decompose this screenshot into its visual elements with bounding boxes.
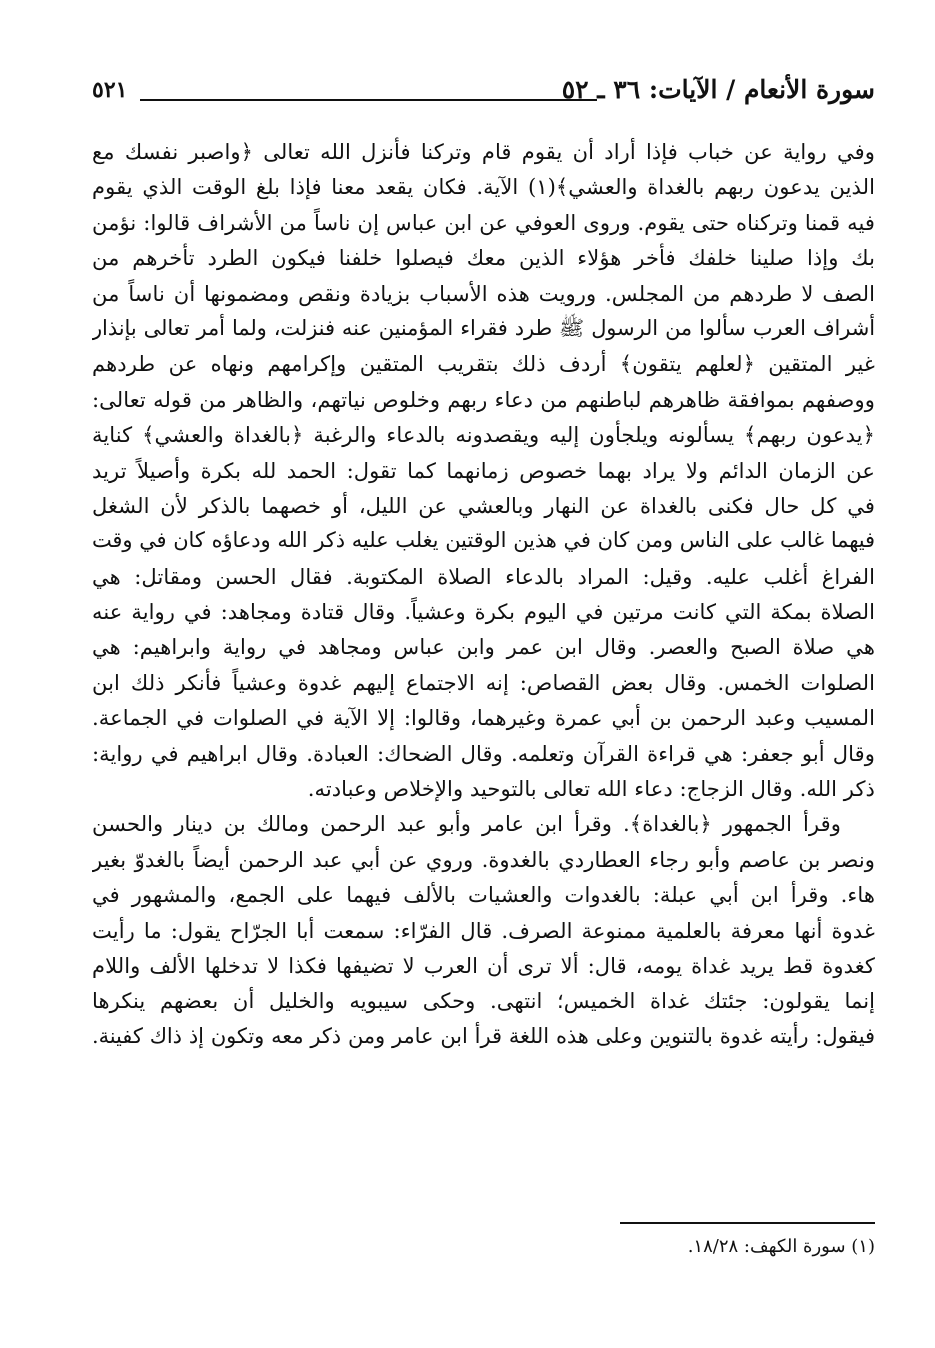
text-line: الذين يدعون ربهم بالغداة والعشي﴾(١) الآية. فكان يقعد معنا فإذا بلغ الوقت الذي يقوم	[92, 174, 875, 200]
text-line: إنما يقولون: جئتك غداة الخميس؛ انتهى. وحكى سيبويه والخليل أن بعضهم ينكرها	[92, 988, 875, 1014]
text-line: كغدوة قط يريد غداة يومه، قال: ألا ترى أن العرب لا تضيفها فكذا لا تدخلها الألف واللام	[92, 952, 875, 978]
text-line: الفراغ أغلب عليه. وقيل: المراد بالدعاء الصلاة المكتوبة. فقال الحسن ومقاتل: هي	[92, 563, 875, 589]
text-line: وقرأ الجمهور ﴿بالغداة﴾. وقرأ ابن عامر وأبو عبد الرحمن ومالك بن دينار والحسن	[92, 811, 841, 837]
text-line: فيه قمنا وتركناه حتى يقوم. وروى العوفي عن ابن عباس إن ناساً من الأشراف قالوا: نؤمن	[92, 209, 875, 235]
body-text	[92, 134, 875, 1194]
running-title: سورة الأنعام / الآيات: ٣٦ ـ ٥٢	[561, 75, 875, 104]
text-line: المسيب وعبد الرحمن بن أبي عمرة وغيرهما، وقالوا: إلا الآية في الصلوات في الجماعة.	[92, 705, 875, 731]
text-line: في كل حال فكنى بالغداة عن النهار وبالعشي عن الليل، أو خصهما بالذكر لأن الشغل	[92, 492, 875, 518]
text-line: الصلوات الخمس. وقال بعض القصاص: إنه الاجتماع إليهم غدوة وعشياً فأنكر ذلك ابن	[92, 669, 875, 695]
text-line: عن الزمان الدائم ولا يراد بهما خصوص زمانهما كما تقول: الحمد لله بكرة وأصيلاً تريد	[92, 457, 875, 483]
text-line: غدوة أنها معرفة بالعلمية ممنوعة الصرف. قال الفرّاء: سمعت أبا الجرّاح يقول: ما رأيت	[92, 917, 875, 943]
text-line: وقال أبو جعفر: هي قراءة القرآن وتعلمه. وقال الضحاك: العبادة. وقال ابراهيم في رواية:	[92, 740, 875, 766]
footnote-rule	[620, 1222, 875, 1224]
text-line: ووصفهم بموافقة ظاهرهم لباطنهم من دعاء ربهم وخلوص نياتهم، والظاهر من قوله تعالى:	[92, 386, 875, 412]
text-line: الصلاة بمكة التي كانت مرتين في اليوم بكرة وعشياً. وقال قتادة ومجاهد: في رواية عنه	[92, 599, 875, 625]
text-line: أشراف العرب سألوا من الرسول ﷺ طرد فقراء المؤمنين عنه فنزلت، ولما أمر تعالى بإنذار	[92, 315, 875, 340]
text-line: ﴿يدعون ربهم﴾ يسألونه ويلجأون إليه ويقصدونه بالدعاء والرغبة ﴿بالغداة والعشي﴾ كناية	[92, 422, 875, 448]
text-line: هاء. وقرأ ابن أبي عبلة: بالغدوات والعشيات بالألف فيهما على الجمع، والمشهور في	[92, 882, 875, 908]
text-line: فيقول: رأيته غدوة بالتنوين وعلى هذه اللغة قرأ ابن عامر ومن ذكر معه وتكون إذ ذاك كفينة.	[92, 1023, 875, 1048]
text-line: ونصر بن عاصم وأبو رجاء العطاردي بالغدوة. وروي عن أبي عبد الرحمن أيضاً بالغدوّ بغير	[92, 846, 875, 872]
text-line: فيهما غالب على الناس ومن كان في هذين الوقتين يغلب عليه ذكر الله ودعاؤه كان في وقت	[92, 528, 875, 553]
text-line: هي صلاة الصبح والعصر. وقال ابن عمر وابن عباس ومجاهد في رواية وابراهيم: هي	[92, 634, 875, 660]
text-line: غير المتقين ﴿لعلهم يتقون﴾ أردف ذلك بتقريب المتقين وإكرامهم ونهاه عن طردهم	[92, 351, 875, 377]
page-number: ٥٢١	[92, 77, 128, 103]
footnote: (١) سورة الكهف: ١٨/٢٨.	[687, 1236, 875, 1257]
page-header	[92, 70, 875, 116]
text-line: وفي رواية عن خباب فإذا أراد أن يقوم قام وتركنا فأنزل الله تعالى ﴿واصبر نفسك مع	[92, 139, 875, 164]
text-line: بك وإذا صلينا خلفك فأخر هؤلاء الذين معك فيصلوا خلفنا فيكون الطرد تأخرهم من	[92, 245, 875, 271]
text-line: ذكر الله. وقال الزجاج: دعاء الله تعالى بالتوحيد والإخلاص وعبادته.	[307, 776, 875, 802]
text-line: الصف لا طردهم من المجلس. ورويت هذه الأسباب بزيادة ونقص ومضمونها أن ناساً من	[92, 280, 875, 306]
header-rule	[140, 99, 597, 101]
